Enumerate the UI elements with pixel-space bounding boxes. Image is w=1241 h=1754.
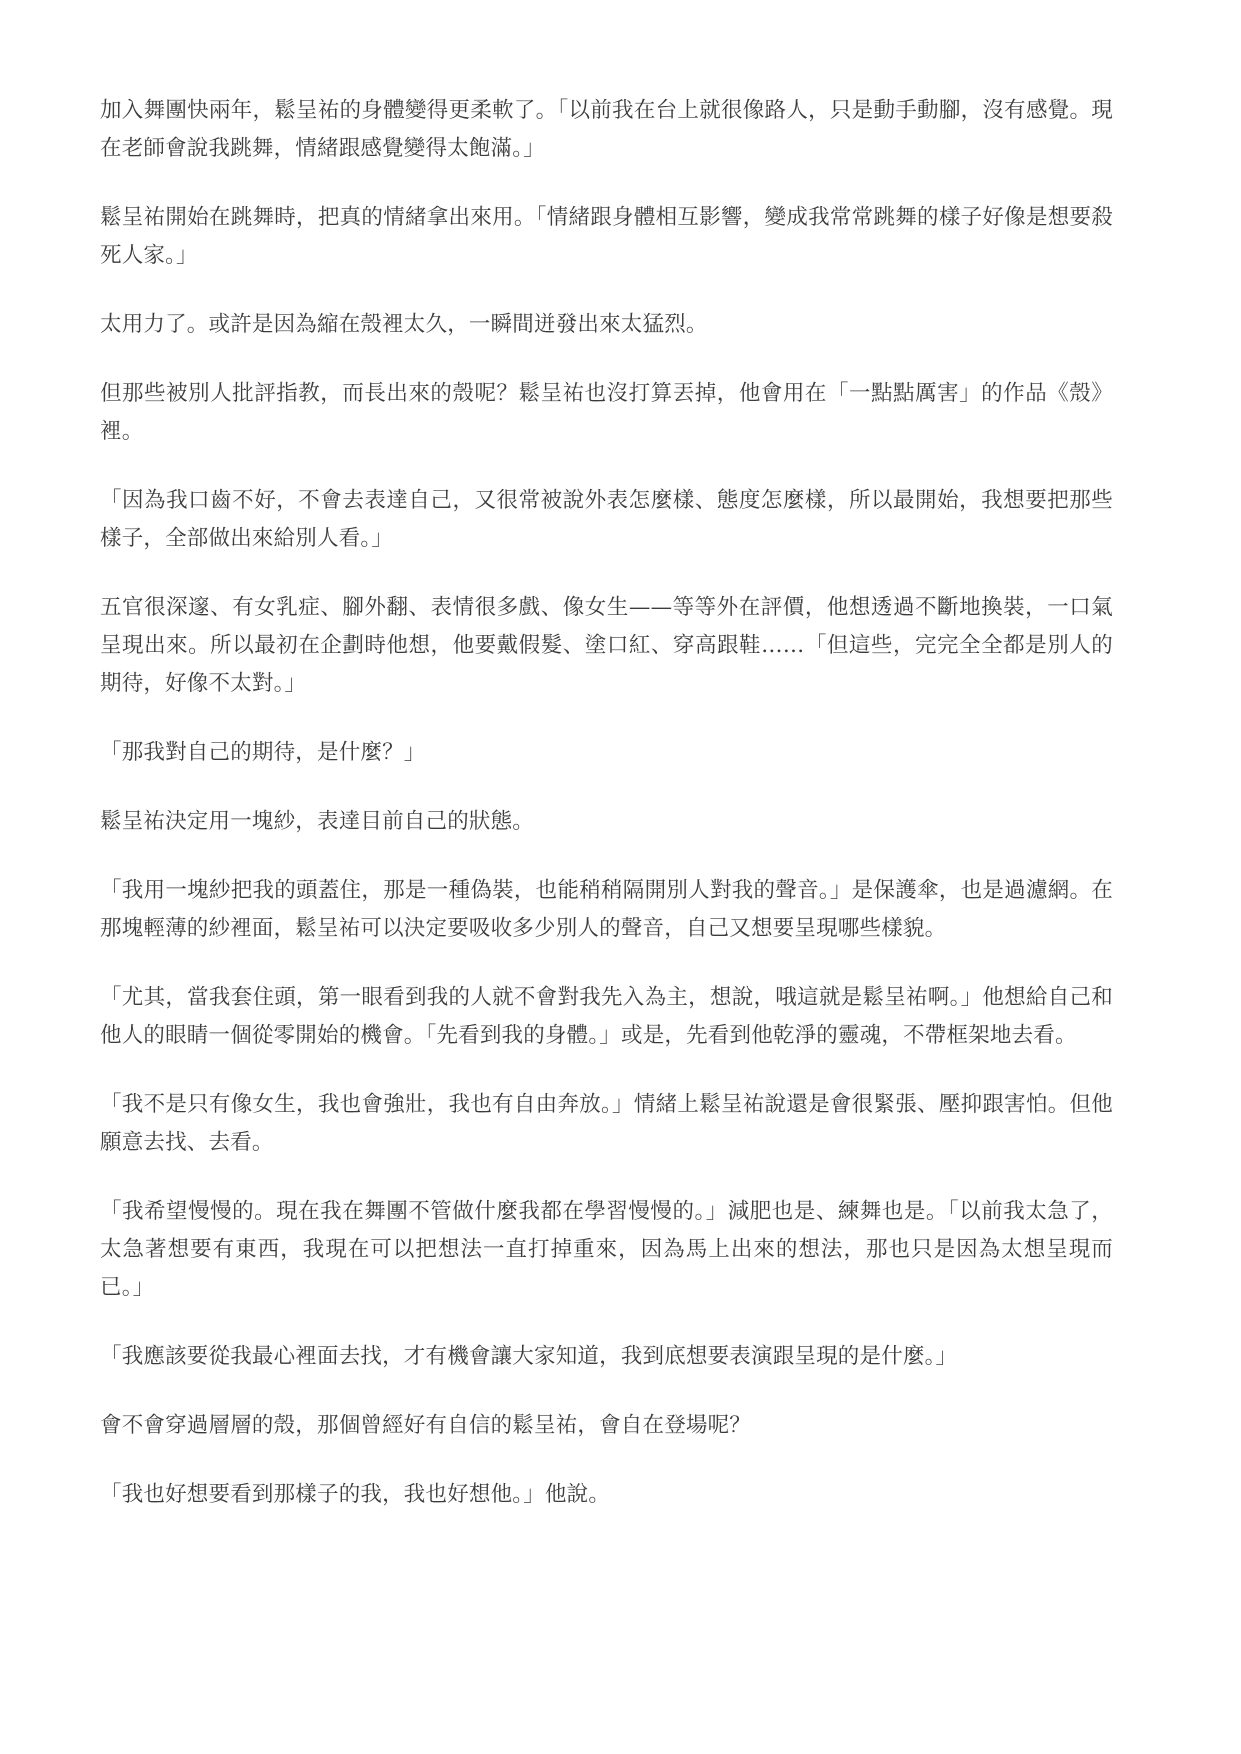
paragraph: 五官很深邃、有女乳症、腳外翻、表情很多戲、像女生——等等外在評價，他想透過不斷地換裝，一口氣呈現出來。所以最初在企劃時他想，他要戴假髮、塗口紅、穿高跟鞋……「但這些，完完全全都是別人的期待，好像不太對。」 bbox=[100, 595, 1113, 696]
paragraph: 鬆呈祐決定用一塊紗，表達目前自己的狀態。 bbox=[100, 809, 535, 834]
paragraph: 加入舞團快兩年，鬆呈祐的身體變得更柔軟了。「以前我在台上就很像路人，只是動手動腳，沒有感覺。現在老師會說我跳舞，情緒跟感覺變得太飽滿。」 bbox=[100, 98, 1113, 161]
paragraph: 「那我對自己的期待，是什麼？」 bbox=[100, 740, 426, 765]
paragraph: 「我用一塊紗把我的頭蓋住，那是一種偽裝，也能稍稍隔開別人對我的聲音。」是保護傘，也是過濾網。在那塊輕薄的紗裡面，鬆呈祐可以決定要吸收多少別人的聲音，自己又想要呈現哪些樣貌。 bbox=[100, 878, 1113, 941]
paragraph: 「我也好想要看到那樣子的我，我也好想他。」他說。 bbox=[100, 1482, 611, 1507]
paragraph: 太用力了。或許是因為縮在殼裡太久，一瞬間迸發出來太猛烈。 bbox=[100, 312, 708, 337]
paragraph: 「我不是只有像女生，我也會強壯，我也有自由奔放。」情緒上鬆呈祐說還是會很緊張、壓抑跟害怕。但他願意去找、去看。 bbox=[100, 1092, 1113, 1155]
paragraph: 「尤其，當我套住頭，第一眼看到我的人就不會對我先入為主，想說，哦這就是鬆呈祐啊。」他想給自己和他人的眼睛一個從零開始的機會。「先看到我的身體。」或是，先看到他乾淨的靈魂，不帶框架地去看。 bbox=[100, 985, 1113, 1048]
paragraph: 「因為我口齒不好，不會去表達自己，又很常被說外表怎麼樣、態度怎麼樣，所以最開始，我想要把那些樣子，全部做出來給別人看。」 bbox=[100, 488, 1113, 551]
paragraph: 但那些被別人批評指教，而長出來的殼呢？鬆呈祐也沒打算丟掉，他會用在「一點點厲害」的作品《殼》裡。 bbox=[100, 381, 1113, 444]
article-body bbox=[100, 92, 1113, 1514]
paragraph: 鬆呈祐開始在跳舞時，把真的情緒拿出來用。「情緒跟身體相互影響，變成我常常跳舞的樣子好像是想要殺死人家。」 bbox=[100, 205, 1113, 268]
paragraph: 會不會穿過層層的殼，那個曾經好有自信的鬆呈祐，會自在登場呢？ bbox=[100, 1413, 752, 1438]
paragraph: 「我希望慢慢的。現在我在舞團不管做什麼我都在學習慢慢的。」減肥也是、練舞也是。「以前我太急了，太急著想要有東西，我現在可以把想法一直打掉重來，因為馬上出來的想法，那也只是因為太想呈現而已。」 bbox=[100, 1199, 1113, 1300]
paragraph: 「我應該要從我最心裡面去找，才有機會讓大家知道，我到底想要表演跟呈現的是什麼。」 bbox=[100, 1344, 958, 1369]
